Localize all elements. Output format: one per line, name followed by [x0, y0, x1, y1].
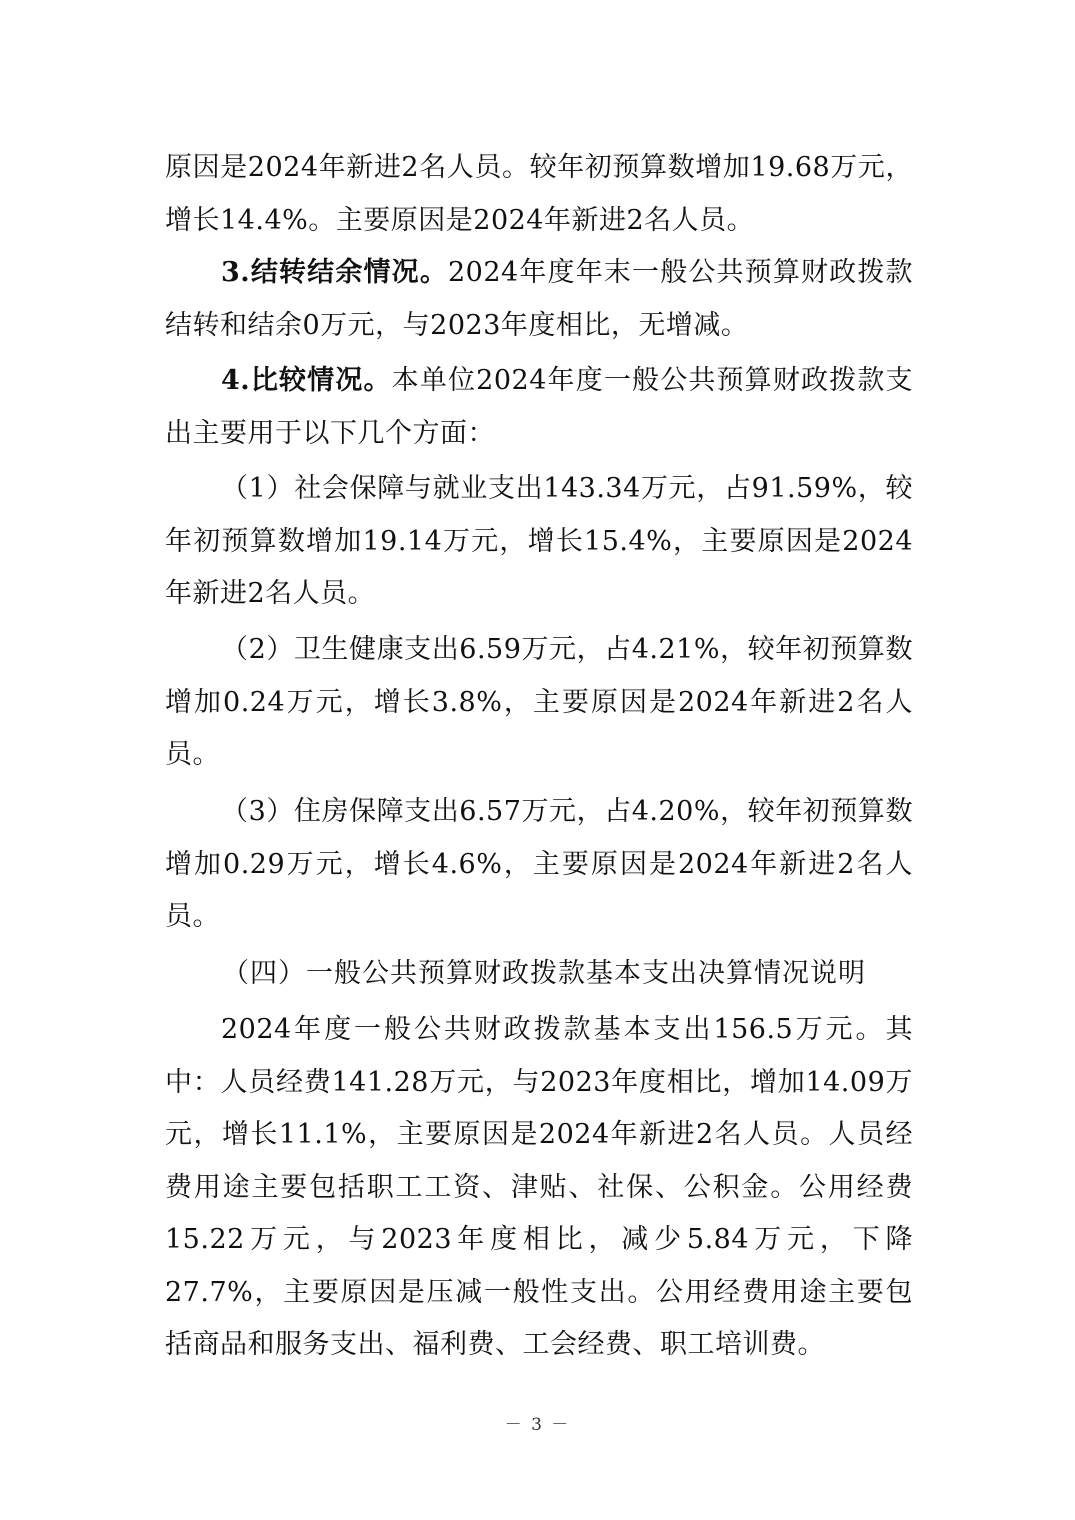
paragraph-text: 2024年度年末一般公共预算财政拨款结转和结余0万元，与2023年度相比，无增减。: [165, 257, 913, 341]
paragraph-item-1: [165, 463, 913, 621]
paragraph-text: （2）卫生健康支出6.59万元，占4.21%，较年初预算数增加0.24万元，增长3.8%，主要原因是2024年新进2名人员。: [165, 634, 913, 770]
page-number: － 3 －: [504, 1415, 571, 1435]
paragraph-text: 本单位2024年度一般公共预算财政拨款支出主要用于以下几个方面：: [165, 365, 913, 449]
section-heading: （四）一般公共预算财政拨款基本支出决算情况说明: [222, 958, 866, 989]
paragraph-text: 2024年度一般公共财政拨款基本支出156.5万元。其中：人员经费141.28万元，与2023年度相比，增加14.09万元，增长11.1%，主要原因是2024年新进2名人员。人员经费用途主要包括职工工资、津贴、社保、公积金。公用经费15.22万元，与2023年度相比，减少5.84万元，下降27.7%，主要原因是压减一般性支出。公用经费用途主要包括商品和服务支出、福利费、工会经费、职工培训费。: [165, 1014, 913, 1360]
paragraph-item-3: [165, 786, 913, 944]
paragraph-lead: 4.比较情况。: [221, 365, 392, 396]
paragraph-text: （1）社会保障与就业支出143.34万元，占91.59%，较年初预算数增加19.14万元，增长15.4%，主要原因是2024年新进2名人员。: [165, 473, 913, 609]
paragraph-comparison: [165, 355, 913, 460]
paragraph-text: 原因是2024年新进2名人员。较年初预算数增加19.68万元，增长14.4%。主要原因是2024年新进2名人员。: [165, 152, 913, 236]
paragraph-basic-expenditure: [165, 1004, 913, 1372]
paragraph-carryover: [165, 247, 913, 352]
paragraph-lead: 3.结转结余情况。: [221, 257, 448, 288]
paragraph-text: （3）住房保障支出6.57万元，占4.20%，较年初预算数增加0.29万元，增长4.6%，主要原因是2024年新进2名人员。: [165, 796, 913, 932]
paragraph-continuation: [165, 142, 913, 247]
paragraph-item-2: [165, 624, 913, 782]
